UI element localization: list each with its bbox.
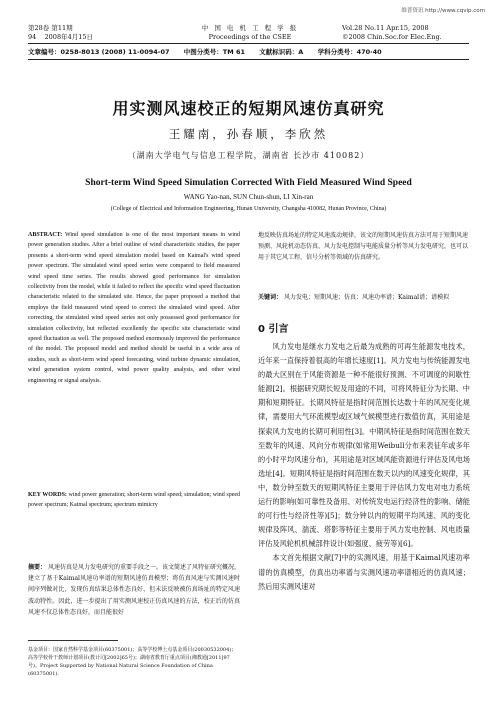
authors-en: WANG Yao-nan, SUN Chun-shun, LI Xin-ran bbox=[183, 193, 314, 201]
article-meta bbox=[28, 47, 394, 56]
keywords-zh-text: 风力发电；短期风速；仿真；风速功率谱；Kaimal谱；谱模拟 bbox=[283, 294, 450, 301]
keywords-en bbox=[28, 490, 240, 511]
section-heading: 0 引言 bbox=[258, 324, 289, 335]
affiliation-en: (College of Electrical and Information Engineering, Hunan University, Changsha 410082, Hunan Province, China) bbox=[110, 206, 387, 212]
header-center bbox=[160, 24, 340, 42]
abstract-zh-label: 摘要： bbox=[28, 564, 47, 571]
abstract-en bbox=[28, 230, 240, 386]
paper-title-zh: 用实测风速校正的短期风速仿真研究 bbox=[112, 99, 385, 118]
paper-title-en: Short-term Wind Speed Simulation Corrected With Field Measured Wind Speed bbox=[85, 178, 412, 188]
abstract-zh-left bbox=[28, 562, 240, 618]
header-rule bbox=[28, 43, 469, 44]
header-left bbox=[28, 24, 93, 42]
intro-paragraph-1: 风力发电是继水力发电之后最为成熟的可再生能源发电技术，近年来一直保持着很高的年增长速度[1]。风力发电与传统能源发电的最大区别在于风能资源是一种不能很好预测、不可调度的间歇性能源[2]。根据研究期长短及用途的不同，可将风特征分为长期、中期和短期特征。长期风特征是指时间范围长达数十年的风况变化规律，需要用大气环流模型或区域气候模型进行数值仿真，其用途是探索风力发电的长期可利用性[3]。中期风特征是指时间范围在数天至数年的风速、风向分布规律(如常用Weibull分布来表征年或多年的小时平均风速分布)，其用途是对区域风能资源进行评估及风电场选址[4]。短期风特征是指时间范围在数天以内的风速变化规律，其中，数分钟至数天的短期风特征主要用于评估风力发电对电力系统运行的影响(如可靠性及备用、对传统发电运行经济性的影响、储能的可行性与经济性等)[5]；数分钟以内的短期平均风速、风的变化规律及阵风、湍流、塔影等特征主要用于风力发电控制、风电质量评估及风轮机机械部件设计(如强度、疲劳等)[6]。 bbox=[258, 342, 470, 549]
meta-rule bbox=[28, 59, 469, 60]
abstract-en-label: ABSTRACT: bbox=[28, 232, 63, 238]
copyright: ©2008 Chin.Soc.for Elec.Eng. bbox=[342, 33, 442, 41]
intro-paragraph-2: 本文首先根据文献[7]中的实测风速，用基于Kaimal风速功率谱的仿真模型，仿真出功率谱与实测风速功率谱相近的仿真风速；然后用实测风速对 bbox=[258, 553, 470, 591]
subject-code: 学科分类号：470·40 bbox=[317, 48, 382, 56]
volume-en: Vol.28 No.11 Apr.15, 2008 bbox=[342, 24, 429, 32]
authors-zh: 王耀南，孙春顺，李欣然 bbox=[168, 127, 329, 141]
article-number: 文章编号：0258-8013 (2008) 11-0094-07 bbox=[28, 48, 170, 56]
introduction-body bbox=[258, 340, 470, 594]
funding-note: 基金项目：国家自然科学基金项目(60375001)；高等学校博士点基金项目(20030532004)；高等学校骨干教师计划项目(教计司[2002]65号)；湖南省教育厅重点项目(湘教通[2011]97号)。Project Supported by National Natural Science Foundation of China (60375001). bbox=[28, 647, 237, 677]
watermark: 维普资讯 http://www.cqvip.com bbox=[401, 8, 485, 14]
keywords-zh-label: 关键词： bbox=[258, 294, 283, 301]
keywords-en-text: wind power generation; short-term wind speed; simulation; wind speed power spectrum; Kaimal spectrum; spectrum mimicry bbox=[28, 492, 241, 509]
footnote-rule bbox=[28, 640, 118, 641]
clc-number: 中图分类号：TM 61 bbox=[183, 48, 245, 56]
page-date-zh: 94 2008年4月15日 bbox=[28, 33, 93, 41]
abstract-en-text: Wind speed simulation is one of the most important means in wind power generation studies. After a brief outline of wind characteristic studies, the paper presents a short-term wind speed simulation model based on Kaimal's wind speed power spectrum. The simulated wind speed series were compared to field measured wind speed time series. The results showed good performance for simulation collectivity from the model, while it failed to reflect the specific wind speed fluctuation characteristic related to the simulated site. Hence, the paper proposed a method that employs the field measured wind speed to correct the simulated wind speed. After correcting, the simulated wind speed series not only possessed good performance for simulation collectivity, but reflected excellently the specific site characteristic wind speed fluctuation as well. The proposed method enormously improved the performance of the model. The proposed model and method should be useful in a wide area of studies, such as short-term wind speed forecasting, wind turbine dynamic simulation, wind generation system control, wind power quality analysis, and other wind engineering or signal analysis. bbox=[28, 232, 240, 384]
header-right bbox=[342, 24, 442, 42]
abstract-zh-continued: 地反映仿真场址的特定风速波动规律，该文的短期风速仿真方法可用于短期风速预测、风轮机动态仿真、风力发电控制与电能质量分析等风力发电研究，也可以用于其它风工程、信号分析等领域的仿真研究。 bbox=[258, 232, 469, 261]
volume-zh: 第28卷 第11期 bbox=[28, 24, 73, 32]
document-code: 文献标识码：A bbox=[259, 48, 304, 56]
abstract-zh-text: 风速仿真是风力发电研究的重要手段之一。该文简述了风特征研究概况，建立了基于Kaimal风速功率谱的短期风速仿真模型；将仿真风速与实测风速时间序列做对比，发现仿真结果总体性态良好，但未法反映被仿真场址的特定风速波动特性。因此，进一步提出了用实测风速校正仿真风速的方法，校正后的仿真风速不仅总体性态良好，而且能很好 bbox=[28, 564, 240, 616]
affiliation-zh: （湖南大学电气与信息工程学院，湖南省 长沙市 410082） bbox=[127, 151, 370, 160]
journal-name-en: Proceedings of the CSEE bbox=[208, 33, 292, 41]
keywords-en-label: KEY WORDS: bbox=[28, 492, 67, 498]
keywords-zh bbox=[258, 292, 470, 303]
journal-name-zh: 中 国 电 机 工 程 学 报 bbox=[201, 24, 299, 32]
